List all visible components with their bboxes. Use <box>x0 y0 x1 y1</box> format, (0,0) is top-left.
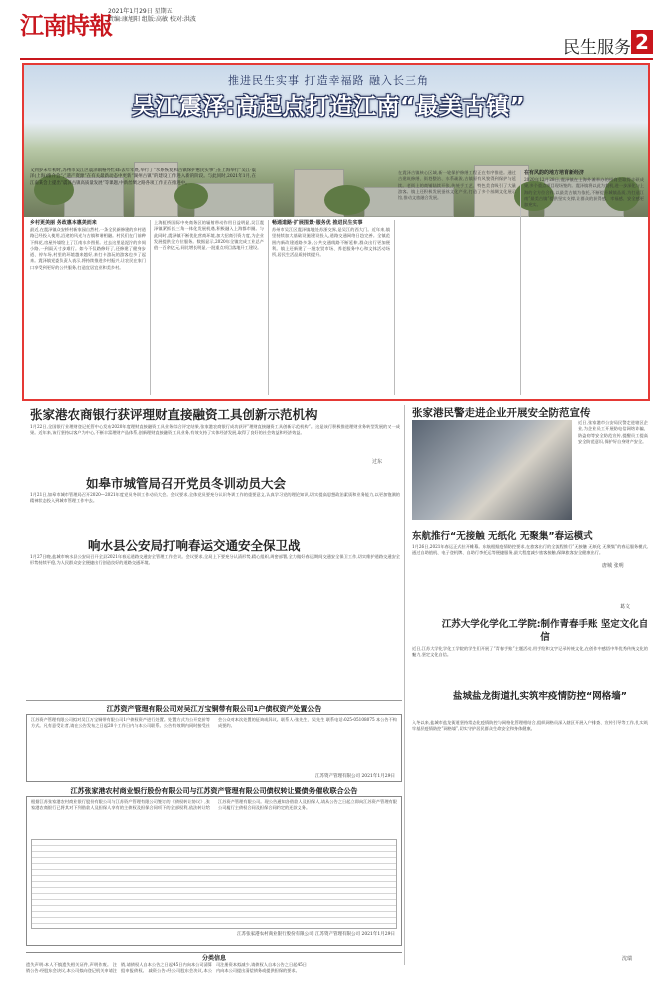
article-body: 入冬以来,盐城市盐龙街道坚持常态化疫情防控与网格化管理相结合,组织网格员深入辖区开展入户排查、宣传引导等工作,扎实筑牢基层疫情防控“网格墙”,切实守护居民群众生命安全和身体健康。 <box>412 720 648 732</box>
ad-box <box>26 714 402 782</box>
ad-title: 江苏张家港农村商业银行股份有限公司与江苏资产管理有限公司债权转让暨债务催收联合公告 <box>70 787 358 795</box>
col3-text: 苏州市吴江区震泽镇地处苏浙交界,是吴江的西大门。近年来,镇里持续加大基础设施建设投入,道路交通网络日趋完善。全镇范围内新改建道路多条,公共交通线路不断延伸,群众出行更加便利。镇上还新建了一批农贸市场、养老服务中心和文体活动场所,居民生活品质持续提升。 <box>272 227 390 258</box>
feature-col-1 <box>30 220 146 395</box>
ad-title: 江苏资产管理有限公司对吴江万宝铜带有限公司1户债权资产处置公告 <box>106 705 322 713</box>
col2-text: 上海虹桥国际中央商务区的辐射带动作用日益明显,吴江震泽镇紧抓长三角一体化发展机遇,积极融入上海都市圈。与此同时,震泽镇不断优化营商环境,加大招商引资力度,为企业发展提供全方位服务。数据显示,2020年全镇完成工业总产值一百余亿元,同比增长明显,一批重点项目落地开工建设。 <box>154 220 264 251</box>
col3-subhead: 畅通道路·扩展围景·服务优 推进民生实事 <box>272 220 363 226</box>
divider <box>150 220 151 395</box>
col5-subhead: 在有风韵的地方培育新经济 <box>524 170 585 176</box>
article-byline: 沈瑞 <box>622 956 633 962</box>
col1-text: 最近,在震泽镇众安桥村新家园自然村,一条全民新修建的乡村道路已经投入使用,沿途的风光与古镇和谐相融。村民们在门前种下鲜花,房屋外墙绘上了江南水乡图景。过去这里是泥泞的乡间小路,一到雨天寸步难行。如今不仅路修好了,还修建了健身步道、停车场,村里的环境越来越好,来打卡游玩的游客也多了起来。震泽镇党委负责人表示,将持续推进乡村振兴,让农民在家门口享受到更好的公共服务,打造宜居宜业和美乡村。 <box>30 227 146 270</box>
section-title: 民生服务 <box>563 38 631 58</box>
article-body: 近日,江苏大学化学化工学院的学生们开展了“青春手账”主题活动,用手绘和文字记录传统文化,在创作中感悟中华优秀传统文化的魅力,坚定文化自信。 <box>412 646 648 658</box>
ad-body: 根据江苏张家港农村商业银行股份有限公司与江苏资产管理有限公司签订的《债权转让协议》,张家港农商银行已将其对下列借款人及担保人享有的主债权及担保合同项下的全部权利,依法转让给江苏资产管理有限公司。现公告通知各借款人及担保人,请从公告之日起立即向江苏资产管理有限公司履行主债权合同及担保合同约定的还款义务。 <box>31 799 397 811</box>
col1-subhead: 乡村更美丽 务政惠本惠美而来 <box>30 220 97 226</box>
feature-col-5 <box>524 170 644 395</box>
feature-col-3 <box>272 220 390 395</box>
police-photo <box>412 420 572 520</box>
masthead-logo: 江南時報 <box>20 11 112 40</box>
column-divider <box>404 405 405 965</box>
classifieds-title: 分类信息 <box>201 955 226 962</box>
feature-lead: 又到岁末年初时,苏州市吴江区震泽镇格外忙碌:去年年底,举行了“水系恢复和古镇保护惠民实事”;在上海举行“吴江·震泽(上海)推介会”;“遗产资源”在有关最新动态中更新“湖州古镇”的建设工作进入新的阶段。与此同时,2021年1月,在江南某会上提出“震泽古镇高质量发展”等课题,中新丝绸之路各项工作正在推进中。 <box>30 168 256 186</box>
col4-text: 在震泽古镇核心区域,新一轮保护修缮工程正在有序推进。通过古建筑修缮、街巷整治、水系疏浚,古镇原有风貌得到保护与延续。老街上的商铺陆续开张,传统手工艺、特色美食吸引了大量游客。镇上还积极发展蚕丝文化产业,打造了多个丝绸文化展示馆,推动文旅融合发展。 <box>398 170 516 201</box>
article-title: 东航推行“无接触 无纸化 无聚集”春运模式 <box>412 531 593 542</box>
classifieds-body: 遗失声明:本人不慎遗失相关证件,声明作废。 注销公告:经股东会决议,本公司拟向登记机关申请注销,请债权人自本公告之日起45日内向本公司清算组申报债权。 减资公告:经公司股东会决议,本公司注册资本拟减少,请债权人自本公告之日起45日内向本公司提出清偿债务或提供担保的要求。 <box>26 962 307 974</box>
divider <box>394 220 395 395</box>
masthead-info <box>108 8 196 24</box>
article-title: 盐城盐龙街道扎实筑牢疫情防控“网格墙” <box>453 691 627 702</box>
article-title: 如皋市城管局召开党员冬训动员大会 <box>86 476 287 491</box>
staff-credits: 责编:康旭阳 组版:高敏 校对:洪波 <box>108 16 196 23</box>
divider <box>520 170 521 395</box>
ad-footer: 江苏资产管理有限公司 2021年1月29日 <box>315 774 395 779</box>
article-body: 近日,张家港市公安局民警走进辖区企业,为企业员工开展防电信网络诈骗、防盗窃等安全防范宣传,提醒员工提高安全防范意识,保护好自身财产安全。 <box>578 420 648 444</box>
article-title: 张家港民警走进企业开展安全防范宣传 <box>412 407 591 419</box>
feature-headline: 吴江震泽:高起点打造江南“最美古镇” <box>131 94 526 120</box>
feature-kicker: 推进民生实事 打造幸福路 融入长三角 <box>228 74 429 87</box>
col5-text: 2020年12月28日,震泽镇在上海外滩举办的招商会取得丰硕成果,多个重点项目现场签约。震泽镇将以此为契机,进一步深化与上海的全方位合作,以最美古镇为依托,不断提升城镇品质,为打造江南“最美古镇”提供坚实支撑,让群众的获得感、幸福感、安全感更加充实。 <box>524 177 644 208</box>
divider <box>268 220 269 395</box>
article-byline: 葛文 <box>620 604 631 610</box>
ad-box <box>26 796 402 946</box>
article-byline: 过东 <box>372 459 383 465</box>
article-body: 1月27日晚,盐城市响水县公安局召开全县2021年春运道路交通安全管理工作会议。会议要求,全局上下要充分认清形势,精心组织,周密部署,全力做好春运期间交通安全保卫工作,切实维护道路交通安全形势持续平稳,为人民群众安全便捷出行创造良好的道路交通环境。 <box>30 554 400 566</box>
ad-body: 江苏资产管理有限公司拟对吴江万宝铜带有限公司1户债权资产进行处置。处置方式为公开竞价等方式。凡有意受让者,请在公告发布之日起20个工作日内与本公司联系。公告有效期内同时接受社会公众对本次处置的征询或异议。联系人:张先生、吴先生 联系电话:025-05108075 本公告不构成要约。 <box>31 717 397 729</box>
debt-table <box>31 839 397 929</box>
article-title: 张家港农商银行获评理财直接融资工具创新示范机构 <box>30 407 318 422</box>
header-rule <box>20 58 653 60</box>
page-number: 2 <box>631 30 653 54</box>
article-body: 1月21日,如皋市城市管理局召开2020—2021年度党员冬训工作动员大会。会议要求,全体党员要充分认识冬训工作的重要意义,认真学习党的理论知识,切实提高思想政治素质和业务能力,以更加饱满的精神状态投入到城市管理工作中去。 <box>30 492 400 504</box>
classifieds <box>26 952 402 982</box>
article-title: 江苏大学化学化工学院:制作青春手账 坚定文化自信 <box>441 619 649 643</box>
ad-footer: 江苏张家港农村商业银行股份有限公司 江苏资产管理有限公司 2021年1月29日 <box>237 932 395 937</box>
article-body: 1月26日,2021年春运正式拉开帷幕。东航根据疫情防控要求,在旅客出行的全流程推行“无接触 无纸化 无聚集”的春运服务模式,通过自助值机、电子登机牌、自助行李托运等便捷服务,最大程度减少旅客接触,保障旅客安全健康出行。 <box>412 544 648 556</box>
article-byline: 唐城 张明 <box>602 563 624 569</box>
ad-rule <box>26 700 402 701</box>
article-body: 1月22日,全国银行业理财登记托管中心发布2020年度理财直接融资工具业务综合评定结果,张家港农商银行成功获评“理财直接融资工具创新示范机构”。这是该行积极推进理财业务转型发展的又一成果。近年来,该行坚持以客户为中心,不断丰富理财产品体系,创新理财直接融资工具业务,有效支持了实体经济发展,取得了良好的社会效益和经济效益。 <box>30 424 400 436</box>
issue-date: 2021年1月29日 星期五 <box>108 8 173 15</box>
article-title: 响水县公安局打响春运交通安全保卫战 <box>88 538 301 553</box>
